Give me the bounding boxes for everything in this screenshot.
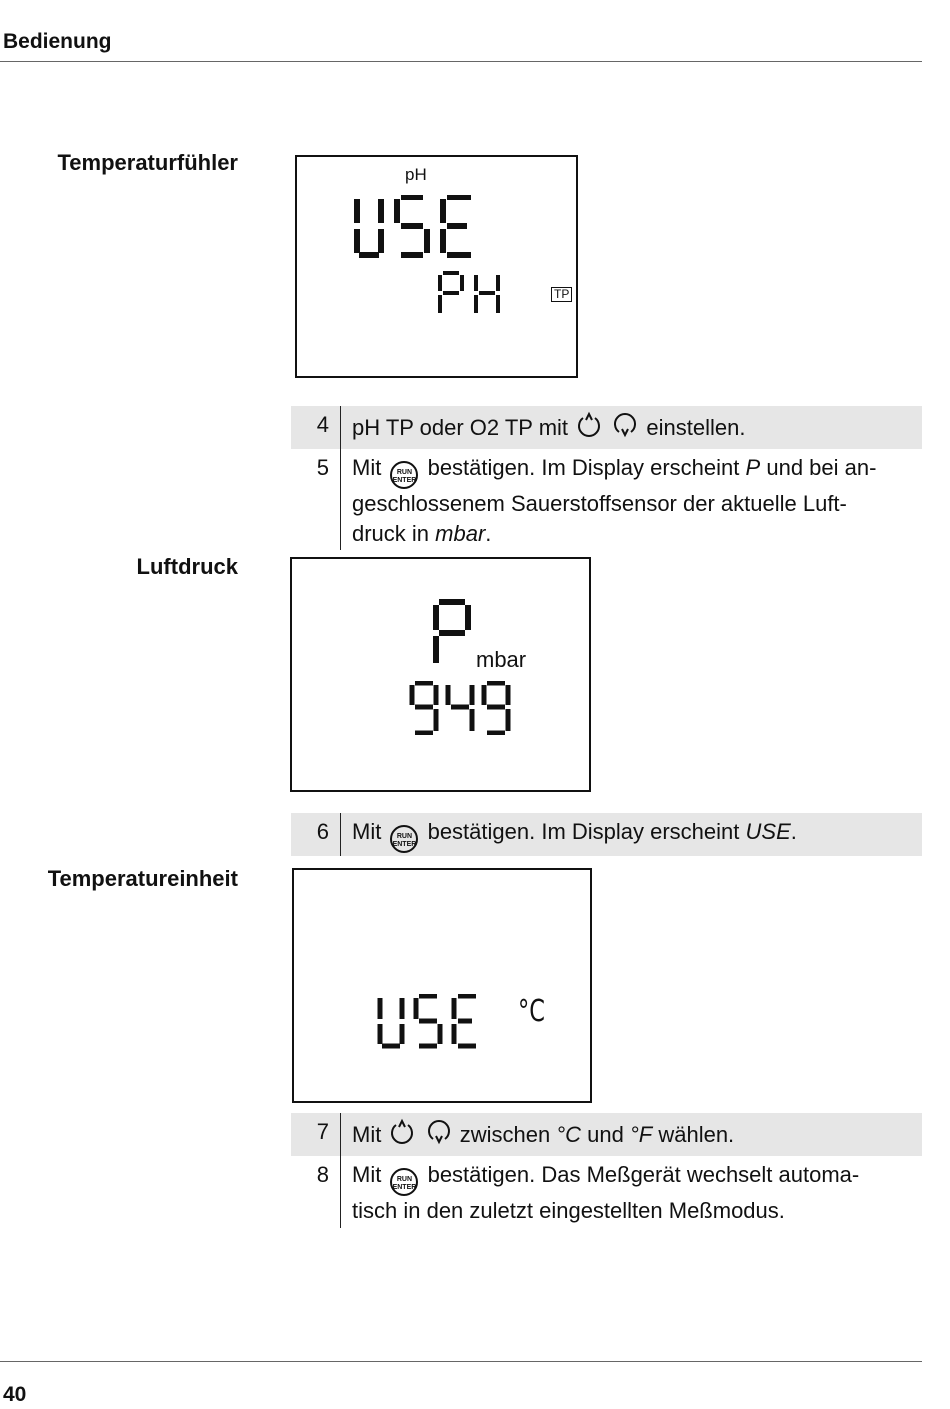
run-enter-key-icon: [390, 825, 418, 853]
step-text: [352, 817, 910, 853]
step-text-part: und bei an-: [766, 455, 877, 480]
step-text-part: wählen.: [658, 1121, 735, 1147]
step-divider: [340, 449, 341, 550]
lcd-second-ph-text: [435, 271, 501, 315]
up-arrow-key-icon: [387, 1117, 417, 1155]
step-divider: [340, 1156, 341, 1228]
run-key-label-enter: ENTER: [392, 1184, 417, 1191]
lcd-main-p-text: [432, 599, 472, 667]
step-text-part: geschlossenem Sauerstoffsensor der aktuelle Luft-: [352, 491, 847, 516]
step-text-part: Mit: [352, 455, 382, 480]
step-text-part: tisch in den zuletzt eingestellten Meßmodus.: [352, 1198, 785, 1223]
header-rule: [0, 61, 922, 62]
lcd-unit-celsius: °C: [518, 994, 545, 1029]
step-text-part: .: [485, 521, 492, 546]
down-arrow-key-icon: [610, 410, 640, 448]
down-arrow-key-icon: [424, 1117, 454, 1155]
lcd-unit-ph: pH: [405, 165, 427, 184]
section-label-temperaturfuehler: Temperaturfühler: [57, 150, 238, 175]
step-text: [352, 1160, 910, 1226]
up-arrow-key-icon: [574, 410, 604, 448]
run-key-label-run: RUN: [396, 833, 413, 840]
lcd-display-temperatureinheit: [292, 868, 592, 1103]
step-row-4: [291, 406, 922, 449]
step-row-6: [291, 813, 922, 856]
run-enter-key-icon: [390, 461, 418, 489]
step-number: 6: [316, 819, 329, 844]
lcd-tp-indicator: TP: [551, 287, 572, 302]
step-text-part: .: [790, 819, 797, 844]
run-key-label-run: RUN: [396, 1176, 413, 1183]
step-row-7: [291, 1113, 922, 1156]
step-number: 8: [316, 1162, 329, 1187]
step-number: 5: [316, 455, 329, 480]
step-text: [352, 410, 910, 448]
step-text-part: druck in: [352, 521, 430, 546]
run-enter-key-icon: [390, 1168, 418, 1196]
step-divider: [340, 813, 341, 856]
step-text-part: und: [587, 1121, 624, 1147]
step-text-part: bestätigen. Im Display erscheint: [427, 455, 740, 480]
page-header-title: Bedienung: [3, 30, 112, 53]
step-text: [352, 1117, 910, 1155]
run-key-label-run: RUN: [396, 469, 413, 476]
footer-rule: [0, 1361, 922, 1362]
step-text-part: einstellen.: [646, 414, 746, 440]
step-text-part: pH TP oder O2 TP mit: [352, 414, 569, 440]
step-text-part: Mit: [352, 1162, 382, 1187]
step-text-emphasis: mbar: [435, 521, 486, 546]
step-row-8: [291, 1156, 922, 1228]
lcd-main-use-text: [349, 195, 479, 259]
step-number: 4: [316, 412, 329, 437]
step-text-part: bestätigen. Das Meßgerät wechselt automa-: [427, 1162, 860, 1187]
step-text-emphasis: P: [745, 455, 761, 480]
section-label-luftdruck: Luftdruck: [136, 554, 238, 579]
lcd-display-luftdruck: [290, 557, 591, 792]
lcd-unit-mbar: mbar: [476, 647, 527, 672]
section-label-temperatureinheit: Temperatureinheit: [47, 866, 238, 891]
lcd-value-949-text: [408, 681, 512, 735]
step-text-emphasis: °C: [556, 1121, 581, 1147]
step-text-part: Mit: [352, 819, 382, 844]
step-row-5: [291, 449, 922, 550]
run-key-label-enter: ENTER: [392, 841, 417, 848]
step-divider: [340, 1113, 341, 1156]
run-key-label-enter: ENTER: [392, 477, 417, 484]
step-text-part: Mit: [352, 1121, 382, 1147]
page-number: 40: [3, 1383, 27, 1406]
lcd-main-use-text: [374, 994, 478, 1050]
step-text-emphasis: USE: [745, 819, 791, 844]
step-divider: [340, 406, 341, 449]
step-text-part: bestätigen. Im Display erscheint: [427, 819, 740, 844]
step-number: 7: [316, 1119, 329, 1144]
step-text-part: zwischen: [459, 1121, 551, 1147]
step-text: [352, 453, 910, 549]
lcd-display-temperaturfuehler: [295, 155, 578, 378]
step-text-emphasis: °F: [629, 1121, 653, 1147]
